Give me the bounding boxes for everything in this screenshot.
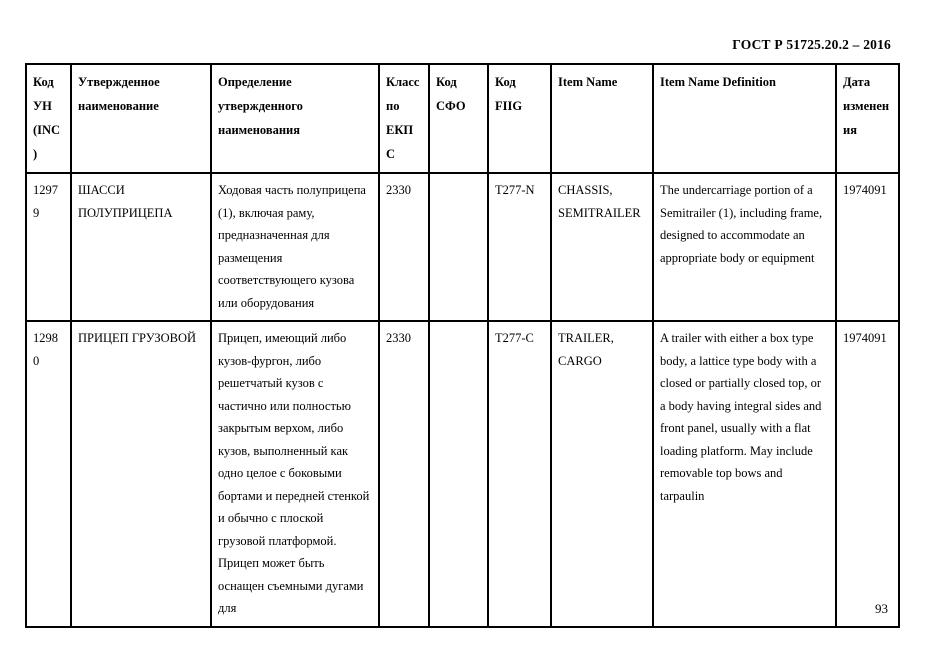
cell-change-date: 1974091	[836, 321, 899, 627]
cell-ekps-class: 2330	[379, 321, 429, 627]
table-header-row	[26, 64, 899, 173]
table-row	[26, 321, 899, 627]
cell-approved-name-definition: Прицеп, имеющий либо кузов-фургон, либо решетчатый кузов с частично или полностью закрытым верхом, либо кузов, выполненный как одно целое с боковыми бортами и передней стенкой и обычно с плоской грузовой платформой. Прицеп может быть оснащен съемными дугами для	[211, 321, 379, 627]
cell-ekps-class: 2330	[379, 173, 429, 321]
header-cell-item-name-definition: Item Name Definition	[653, 64, 836, 173]
header-cell-inc-code: Код УН (INC)	[26, 64, 71, 173]
classification-table	[25, 63, 900, 628]
document-title: ГОСТ Р 51725.20.2 – 2016	[732, 37, 891, 52]
cell-approved-name-definition: Ходовая часть полуприцепа (1), включая раму, предназначенная для размещения соответствующего кузова или оборудования	[211, 173, 379, 321]
cell-sfo-code	[429, 173, 488, 321]
cell-item-name-definition: The undercarriage portion of a Semitrailer (1), including frame, designed to accommodate an appropriate body or equipment	[653, 173, 836, 321]
header-cell-sfo-code: Код СФО	[429, 64, 488, 173]
cell-inc-code: 12979	[26, 173, 71, 321]
table-row	[26, 173, 899, 321]
cell-fiig-code: T277-N	[488, 173, 551, 321]
cell-inc-code: 12980	[26, 321, 71, 627]
header-cell-item-name: Item Name	[551, 64, 653, 173]
header-cell-fiig-code: Код FIIG	[488, 64, 551, 173]
cell-item-name: TRAILER, CARGO	[551, 321, 653, 627]
header-cell-approved-name: Утвержденное наименование	[71, 64, 211, 173]
cell-sfo-code	[429, 321, 488, 627]
cell-approved-name: ПРИЦЕП ГРУЗОВОЙ	[71, 321, 211, 627]
cell-change-date: 1974091	[836, 173, 899, 321]
page-number: 93	[875, 601, 888, 616]
header-cell-change-date: Дата изменения	[836, 64, 899, 173]
cell-item-name-definition: A trailer with either a box type body, a lattice type body with a closed or partially closed top, or a body having integral sides and front panel, usually with a flat loading platform. May include removable top bows and tarpaulin	[653, 321, 836, 627]
cell-item-name: CHASSIS, SEMITRAILER	[551, 173, 653, 321]
cell-approved-name: ШАССИ ПОЛУПРИЦЕПА	[71, 173, 211, 321]
cell-fiig-code: T277-C	[488, 321, 551, 627]
header-cell-approved-name-definition: Определение утвержденного наименования	[211, 64, 379, 173]
header-cell-ekps-class: Класс по ЕКПС	[379, 64, 429, 173]
